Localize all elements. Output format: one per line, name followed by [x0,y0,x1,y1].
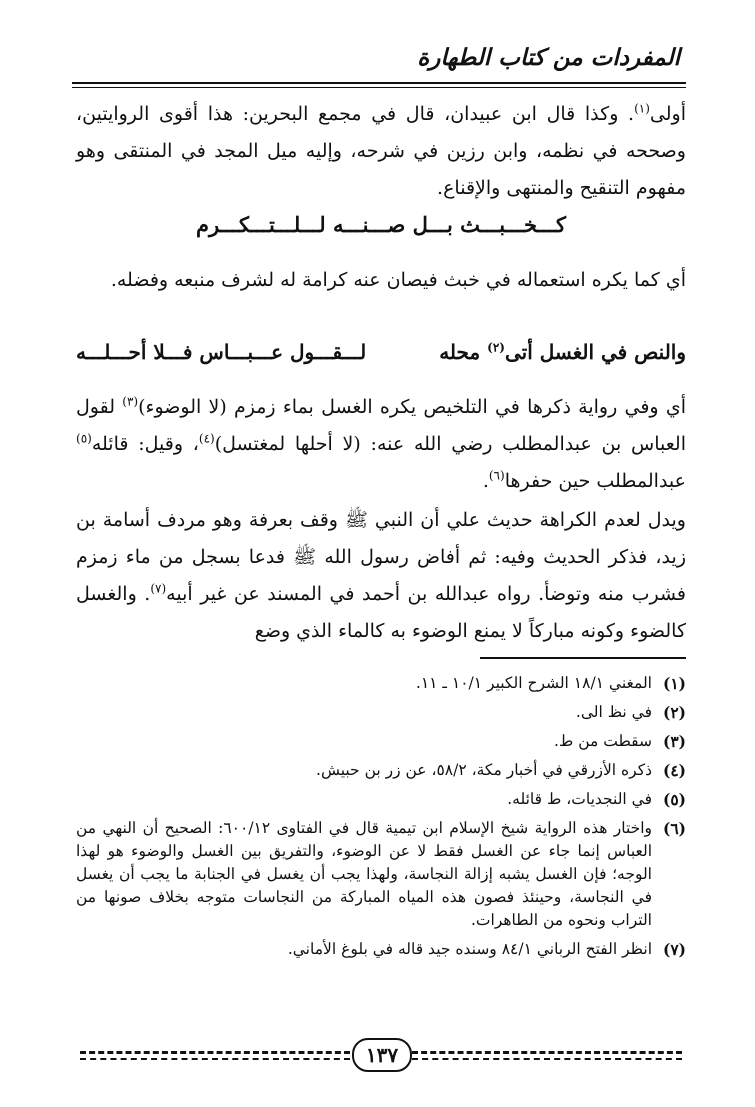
footnote-item [76,817,686,932]
footnote-number: (٥) [662,790,686,809]
footnote-ref-7: (٧) [150,581,167,596]
paragraph-3 [76,389,686,500]
footnote-text: انظر الفتح الرباني ٨٤/١ وسنده جيد قاله في بلوغ الأماني. [287,940,652,958]
paragraph-3-text-d: عبدالمطلب حين حفرها [504,470,686,492]
footnote-number: (١) [662,674,686,693]
footnote-text: المغني ١٨/١ الشرح الكبير ١٠/١ ـ ١١. [415,674,652,692]
verse-line-1: كـــخـــبـــث بـــل صـــنـــه لـــلـــتـــكـــرم [195,212,567,237]
footnote-number: (٧) [662,940,686,959]
footer-rule-left [412,1051,682,1054]
paragraph-3-text-a: أي وفي رواية ذكرها في التلخيص يكره الغسل بماء زمزم (لا الوضوء) [138,396,686,418]
footnote-ref-2: (٢) [487,340,505,355]
verse-2-second-hemistich: لـــقـــول عـــبـــاس فـــلا أحـــلـــه [76,340,367,364]
footnote-number: (٤) [662,761,686,780]
header-rule-thick [72,82,686,84]
footnote-ref-4: (٤) [198,431,215,446]
paragraph-1-text: . وكذا قال ابن عبيدان، قال في مجمع البحرين: هذا أقوى الروايتين، وصححه في نظمه، وابن رزين في شرحه، وإليه ميل المجد في المنتقى وهو مفهوم التنقيح والمنتهى والإقناع. [76,103,686,199]
verse-2-first-text: والنص في الغسل أتى [504,340,686,364]
footnote-text: ذكره الأزرقي في أخبار مكة، ٥٨/٢، عن زر بن حبيش. [316,761,652,779]
footnotes-list [76,672,686,967]
footnote-number: (٢) [662,703,686,722]
footnote-separator [480,657,686,659]
footnote-text: سقطت من ط. [554,732,652,750]
footnote-item [76,730,686,753]
footnote-ref-5: (٥) [76,431,92,446]
paragraph-4 [76,502,686,650]
paragraph-3-text-b: لقول العباس بن عبدالمطلب رضي الله عنه: (لا أحلها لمغتسل) [76,396,686,455]
footnote-item [76,672,686,695]
footnote-item [76,759,686,782]
footnote-text: في نظ الى. [575,703,652,721]
verse-2-first-hemistich [439,340,686,364]
footnote-ref-6: (٦) [488,468,505,483]
footnote-text: في النجديات، ط قائله. [507,790,652,808]
paragraph-2: أي كما يكره استعماله في خبث فيصان عنه كرامة له لشرف منبعه وفضله. [110,269,686,291]
paragraph-1-start: أولى [649,103,686,125]
footnote-item [76,701,686,724]
paragraph-4-text-a: ويدل لعدم الكراهة حديث علي أن النبي ﷺ وقف بعرفة وهو مردف أسامة بن زيد، فذكر الحديث وفيه: ثم أفاض رسول الله ﷺ فدعا بسجل من ماء زمزم فشرب منه وتوضأ. رواه عبدالله بن أحمد في المسند عن غير أبيه [76,509,686,605]
footnote-ref-3: (٣) [122,394,139,409]
footnote-text: واختار هذه الرواية شيخ الإسلام ابن تيمية قال في الفتاوى ٦٠٠/١٢: الصحيح أن النهي من العباس إنما جاء عن الغسل فقط لا عن الوضوء، والتفريق بين الغسل والوضوء هو لهذا الوجه؛ فإن الغسل يشبه إزالة النجاسة، ولهذا يجب أن يغسل في الجنابة ما يجب أن يغسل في النجاسة، وحينئذ فصون هذه المياه المباركة من النجاسات متوجه بخلاف صونها من التراب ونحوه من الطاهرات. [76,819,652,929]
verse-2-first-end: محله [439,340,488,364]
running-header-title: المفردات من كتاب الطهارة [417,44,680,71]
page-number: ١٣٧ [352,1038,412,1072]
paragraph-3-text-c: ، وقيل: قائله [91,433,199,455]
footer-rule-left-2 [412,1058,682,1060]
verse-line-2 [76,340,686,364]
footnote-number: (٦) [662,819,686,838]
footnote-item [76,788,686,811]
footnote-ref-1: (١) [634,101,650,116]
footer-rule-right [80,1051,350,1054]
footnote-item [76,938,686,961]
header-rule-thin [72,87,686,88]
footer-rule-right-2 [80,1058,350,1060]
paragraph-4-text-b: . والغسل كالضوء وكونه مباركاً لا يمنع الوضوء به كالماء الذي وضع [76,583,686,642]
footnote-number: (٣) [662,732,686,751]
paragraph-3-text-e: . [482,470,489,492]
paragraph-1 [76,96,686,207]
